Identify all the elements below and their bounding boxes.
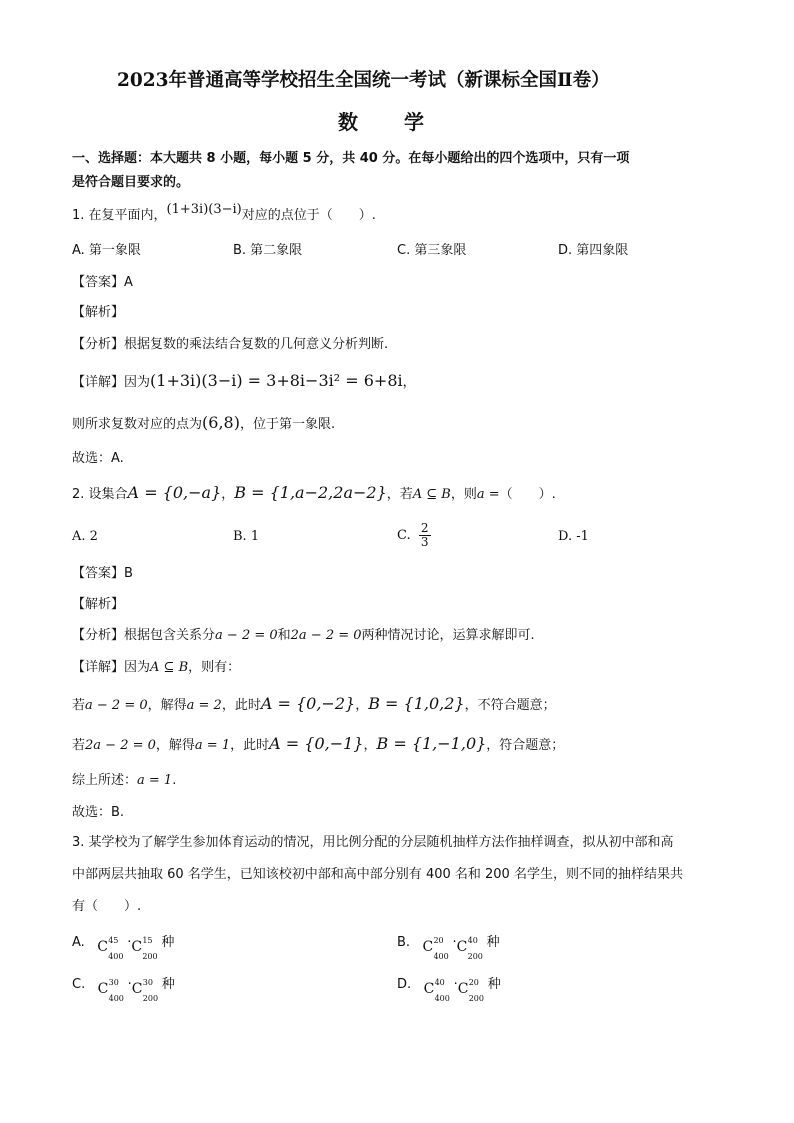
answer-tag: 【答案】 xyxy=(72,275,125,290)
question-1-analysis-tag: 【解析】 xyxy=(72,305,125,320)
case-2-text-c: ，此时 xyxy=(230,738,270,753)
combination-term-2 xyxy=(456,932,487,961)
case-1-set-a: A = {0,−2} xyxy=(260,694,356,713)
detail-tag: 【详解】 xyxy=(72,375,125,390)
comb-upper: 15 xyxy=(142,935,153,945)
case-2-set-a: A = {0,−1} xyxy=(269,734,364,753)
question-3-option-b xyxy=(397,930,500,961)
comb-upper: 20 xyxy=(468,977,479,987)
question-2-prefix: 2. 设集合 xyxy=(72,487,128,502)
case-2-set-b: B = {1,−1,0} xyxy=(376,734,487,753)
unit: 种 xyxy=(161,935,175,950)
case-2-equation: 2a − 2 = 0 xyxy=(85,738,156,753)
question-3-stem-line3: 有（ ）. xyxy=(72,899,142,914)
option-label: D. xyxy=(397,977,412,992)
fenxi-and: 和 xyxy=(277,628,291,643)
unit: 种 xyxy=(486,935,500,950)
question-2-mid2: ，则 xyxy=(450,487,477,502)
comb-symbol: C xyxy=(456,938,468,955)
comb-lower: 200 xyxy=(468,993,484,1003)
question-3-option-c xyxy=(72,972,175,1003)
comb-upper: 45 xyxy=(108,935,119,945)
subject-title: 数 学 xyxy=(338,110,426,134)
case-1-equation: a − 2 = 0 xyxy=(85,698,148,713)
case-2-solution: a = 1 xyxy=(194,738,231,753)
comb-lower: 200 xyxy=(142,951,158,961)
question-1-choice: 故选：A. xyxy=(72,451,124,466)
question-1-prefix: 1. 在复平面内， xyxy=(72,208,167,223)
comb-lower: 200 xyxy=(142,993,159,1003)
case-1-set-b: B = {1,0,2} xyxy=(368,694,465,713)
question-2-case-2 xyxy=(72,735,564,755)
question-2-detail xyxy=(72,659,240,677)
question-1-point xyxy=(72,414,335,434)
question-2-set-b: B = {1,a−2,2a−2} xyxy=(234,483,387,502)
question-2-sep: ， xyxy=(221,487,235,502)
comb-symbol: C xyxy=(97,980,109,997)
summary-end: . xyxy=(172,773,177,788)
unit: 种 xyxy=(487,977,501,992)
detail-text: 因为 xyxy=(124,375,151,390)
combination-term-1 xyxy=(422,932,452,961)
question-1-expression: (1+3i)(3−i) xyxy=(166,202,242,217)
question-3-stem-line1: 3. 某学校为了解学生参加体育运动的情况，用比例分配的分层随机抽样方法作抽样调查，拟从初中部和高 xyxy=(72,835,674,850)
case-1-text-d: ， xyxy=(355,698,369,713)
case-2-text-b: ，解得 xyxy=(155,738,195,753)
comb-symbol: C xyxy=(97,938,108,955)
option-c-label: C. xyxy=(397,528,411,543)
comb-lower: 400 xyxy=(434,993,450,1003)
detail-text-b: ，则有： xyxy=(188,660,241,675)
question-3-stem-line2: 中部两层共抽取 60 名学生，已知该校初中部和高中部分别有 400 名和 200 名学生，则不同的抽样结果共 xyxy=(72,867,683,882)
combination-term-2 xyxy=(131,974,162,1003)
question-1-answer xyxy=(72,274,133,292)
question-1-fenxi xyxy=(72,336,388,354)
question-3-option-d xyxy=(397,972,501,1003)
dot: · xyxy=(127,977,132,992)
comb-upper: 40 xyxy=(434,977,445,987)
comb-lower: 200 xyxy=(467,951,483,961)
option-label: C. xyxy=(72,977,86,992)
detail-end: ， xyxy=(402,375,416,390)
question-1-stem xyxy=(72,202,376,225)
fenxi-expr-2: 2a − 2 = 0 xyxy=(290,628,362,643)
section-heading-line1: 一、选择题：本大题共 8 小题，每小题 5 分，共 40 分。在每小题给出的四个选项中，只有一项 xyxy=(72,151,630,166)
detail-tag: 【详解】 xyxy=(72,660,125,675)
point-text: 则所求复数对应的点为 xyxy=(72,417,203,432)
question-2-case-1 xyxy=(72,695,556,715)
answer-value: B xyxy=(124,566,133,581)
comb-lower: 400 xyxy=(108,993,124,1003)
unit: 种 xyxy=(161,977,175,992)
question-1-suffix: 对应的点位于（ ）. xyxy=(241,208,376,223)
case-1-text-a: 若 xyxy=(72,698,86,713)
question-2-answer xyxy=(72,565,133,583)
combination-term-1 xyxy=(97,932,127,961)
question-2-stem xyxy=(72,484,556,504)
question-1-option-b: B. 第二象限 xyxy=(233,243,303,258)
case-2-text-d: ， xyxy=(363,738,377,753)
case-1-text-e: ，不符合题意； xyxy=(464,698,556,713)
fenxi-text-a: 根据包含关系分 xyxy=(124,628,216,643)
comb-upper: 20 xyxy=(433,935,444,945)
answer-tag: 【答案】 xyxy=(72,566,125,581)
question-2-suffix: （ ）. xyxy=(499,487,556,502)
question-2-option-c xyxy=(397,518,431,554)
case-1-solution: a = 2 xyxy=(186,698,222,713)
comb-symbol: C xyxy=(131,938,143,955)
comb-lower: 400 xyxy=(433,951,449,961)
case-2-text-e: ，符合题意； xyxy=(486,738,565,753)
fraction-denominator: 3 xyxy=(420,535,429,549)
comb-symbol: C xyxy=(423,980,435,997)
fenxi-text: 根据复数的乘法结合复数的几何意义分析判断. xyxy=(124,337,389,352)
comb-upper: 30 xyxy=(142,977,153,987)
dot: · xyxy=(453,977,458,992)
question-1-option-a: A. 第一象限 xyxy=(72,243,141,258)
case-1-text-c: ，此时 xyxy=(221,698,261,713)
point-value: (6,8) xyxy=(202,413,240,432)
question-2-summary xyxy=(72,772,176,790)
question-2-option-a: A. 2 xyxy=(72,529,98,544)
question-2-fenxi xyxy=(72,627,535,645)
summary-solution: a = 1 xyxy=(137,773,173,788)
question-2-analysis-tag: 【解析】 xyxy=(72,597,125,612)
option-label: A. xyxy=(72,935,85,950)
case-2-text-a: 若 xyxy=(72,738,86,753)
question-2-condition: A ⊆ B xyxy=(412,487,451,502)
option-c-fraction xyxy=(419,522,431,549)
question-3-option-a xyxy=(72,930,175,961)
comb-upper: 40 xyxy=(467,935,478,945)
answer-value: A xyxy=(124,275,133,290)
question-1-option-d: D. 第四象限 xyxy=(558,243,629,258)
question-2-choice: 故选：B. xyxy=(72,805,125,820)
dot: · xyxy=(452,935,457,950)
comb-upper: 30 xyxy=(108,977,119,987)
combination-term-1 xyxy=(97,974,128,1003)
question-1-option-c: C. 第三象限 xyxy=(397,243,467,258)
comb-symbol: C xyxy=(131,980,143,997)
exam-title: 2023年普通高等学校招生全国统一考试（新课标全国Ⅱ卷） xyxy=(117,70,610,91)
summary-text: 综上所述： xyxy=(72,773,138,788)
case-1-text-b: ，解得 xyxy=(147,698,187,713)
option-label: B. xyxy=(397,935,411,950)
question-2-option-d: D. -1 xyxy=(558,529,589,544)
question-2-set-a: A = {0,−a} xyxy=(127,483,222,502)
question-2-option-b: B. 1 xyxy=(233,529,260,544)
fenxi-expr-1: a − 2 = 0 xyxy=(215,628,278,643)
dot: · xyxy=(127,935,132,950)
fraction-numerator: 2 xyxy=(420,521,429,535)
combination-term-2 xyxy=(457,974,488,1003)
fenxi-tag: 【分析】 xyxy=(72,628,125,643)
question-2-var: a = xyxy=(476,487,500,502)
section-heading-line2: 是符合题目要求的。 xyxy=(72,175,190,190)
detail-expression: (1+3i)(3−i) = 3+8i−3i² = 6+8i xyxy=(150,371,403,390)
comb-symbol: C xyxy=(457,980,469,997)
detail-condition: A ⊆ B xyxy=(150,660,189,675)
fenxi-tag: 【分析】 xyxy=(72,337,125,352)
combination-term-1 xyxy=(423,974,454,1003)
fenxi-text-b: 两种情况讨论，运算求解即可. xyxy=(361,628,535,643)
comb-lower: 400 xyxy=(108,951,124,961)
combination-term-2 xyxy=(131,932,161,961)
detail-text-a: 因为 xyxy=(124,660,151,675)
comb-symbol: C xyxy=(422,938,434,955)
question-2-mid: ，若 xyxy=(386,487,413,502)
question-1-detail xyxy=(72,372,416,392)
point-end: ，位于第一象限. xyxy=(239,417,336,432)
